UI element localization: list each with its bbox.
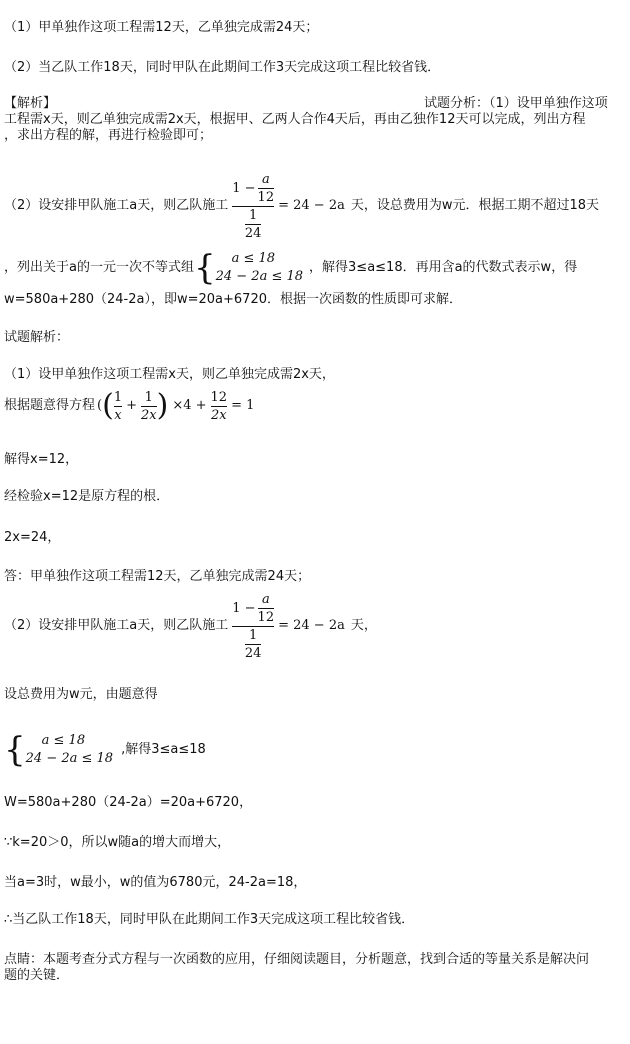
analysis-part2-post: 天，设总费用为w元．根据工期不超过18天 xyxy=(350,198,600,213)
analysis-heading: 试题分析：（1）设甲单独作这项 xyxy=(424,96,608,111)
fraction-1: 1 xyxy=(249,207,258,223)
sol-inequality-1: a ≤ 18 xyxy=(41,733,86,748)
frac-12-2x-den: 2x xyxy=(211,407,227,423)
solution-step-7-post: 天， xyxy=(350,618,377,633)
sol-brace-symbol: { xyxy=(4,730,26,770)
analysis-part2-line xyxy=(4,168,599,244)
analysis-line-1: 工程需x天，则乙单独完成需2x天，根据甲、乙两人合作4天后，再由乙独作12天可以完成，列出方程 xyxy=(4,112,586,127)
right-paren: ) xyxy=(156,388,169,423)
frac-1-x-den: x xyxy=(114,407,122,423)
fraction-top: 1 − xyxy=(232,180,256,196)
fraction-a: a xyxy=(261,171,270,187)
solution-fraction xyxy=(232,592,274,661)
brace-symbol: { xyxy=(193,248,216,288)
frac-12-2x-num: 12 xyxy=(210,389,228,405)
frac-1-2x-den: 2x xyxy=(141,407,157,423)
sol-inequality-2: 24 − 2a ≤ 18 xyxy=(25,751,114,766)
solution-step-13: ∴当乙队工作18天，同时甲队在此期间工作3天完成这项工程比较省钱． xyxy=(4,912,415,927)
inequality-system xyxy=(216,250,303,286)
inequality-2: 24 − 2a ≤ 18 xyxy=(215,269,304,284)
sol-fraction-1: 1 xyxy=(249,627,258,643)
frac-1-x-num: 1 xyxy=(113,389,123,405)
solution-step-1: （1）设甲单独作这项工程需x天，则乙单独完成需2x天， xyxy=(4,367,335,382)
analysis-line-2: ，求出方程的解，再进行检验即可； xyxy=(4,128,213,143)
solution-equation: = 24 − 2a xyxy=(278,618,345,633)
frac-1-2x xyxy=(141,390,157,423)
equals-one: = 1 xyxy=(231,398,255,413)
frac-1-2x-num: 1 xyxy=(144,389,153,405)
analysis-fraction xyxy=(232,172,274,241)
inequality-1: a ≤ 18 xyxy=(231,251,276,266)
analysis-equation: = 24 − 2a xyxy=(278,198,345,213)
analysis-part3-post: ，解得3≤a≤18．再用含a的代数式表示w，得 xyxy=(309,260,578,275)
sol-fraction-24: 24 xyxy=(244,645,262,661)
solution-step-10: W=580a+280（24-2a）=20a+6720， xyxy=(4,795,253,810)
sol-fraction-12: 12 xyxy=(257,609,275,625)
frac-1-x xyxy=(114,390,122,423)
solution-step-7: （2）设安排甲队施工a天，则乙队施工 xyxy=(4,618,229,633)
solution-part2-line xyxy=(4,588,377,664)
note-line-2: 题的关键． xyxy=(4,968,70,983)
solution-step-8: 设总费用为w元，由题意得 xyxy=(4,687,158,702)
answer-2: （2）当乙队工作18天，同时甲队在此期间工作3天完成这项工程比较省钱． xyxy=(4,60,441,75)
solution-step-11: ∵k=20＞0，所以w随a的增大而增大， xyxy=(4,835,231,850)
solution-system-line xyxy=(4,728,206,772)
sol-fraction-top: 1 − xyxy=(232,600,256,616)
analysis-part3-text: ，列出关于a的一元一次不等式组 xyxy=(4,260,194,275)
analysis-tag: 【解析】 xyxy=(4,96,57,111)
sol-fraction-a: a xyxy=(261,591,270,607)
note-line-1: 点睛：本题考查分式方程与一次函数的应用，仔细阅读题目，分析题意，找到合适的等量关系是解决问 xyxy=(4,952,590,967)
analysis-part3-line xyxy=(4,246,577,290)
solution-step-3: 解得x=12， xyxy=(4,452,79,467)
analysis-part2-text: （2）设安排甲队施工a天，则乙队施工 xyxy=(4,198,229,213)
analysis-line-4: w=580a+280（24-2a），即w=20a+6720．根据一次函数的性质即可求解． xyxy=(4,292,462,307)
fraction-12: 12 xyxy=(257,189,275,205)
solution-step-5: 2x=24， xyxy=(4,530,61,545)
answer-1: （1）甲单独作这项工程需12天，乙单独完成需24天； xyxy=(4,20,319,35)
solution-equation-line xyxy=(4,386,254,426)
plus-sign: + xyxy=(126,398,137,413)
open-paren: ( xyxy=(97,398,103,413)
sol-inequality-system xyxy=(26,732,113,768)
solution-step-12: 当a=3时，w最小，w的值为6780元，24-2a=18， xyxy=(4,875,307,890)
solution-step-2: 根据题意得方程 xyxy=(4,398,96,413)
solution-step-6: 答：甲单独作这项工程需12天，乙单独完成需24天； xyxy=(4,569,311,584)
solution-title: 试题解析： xyxy=(4,330,70,345)
solution-step-4: 经检验x=12是原方程的根． xyxy=(4,489,170,504)
frac-12-2x xyxy=(211,390,228,423)
left-paren: ( xyxy=(102,388,114,423)
solution-step-9: ,解得3≤a≤18 xyxy=(121,742,206,757)
times-four: ×4 + xyxy=(172,398,207,413)
fraction-24: 24 xyxy=(244,225,262,241)
